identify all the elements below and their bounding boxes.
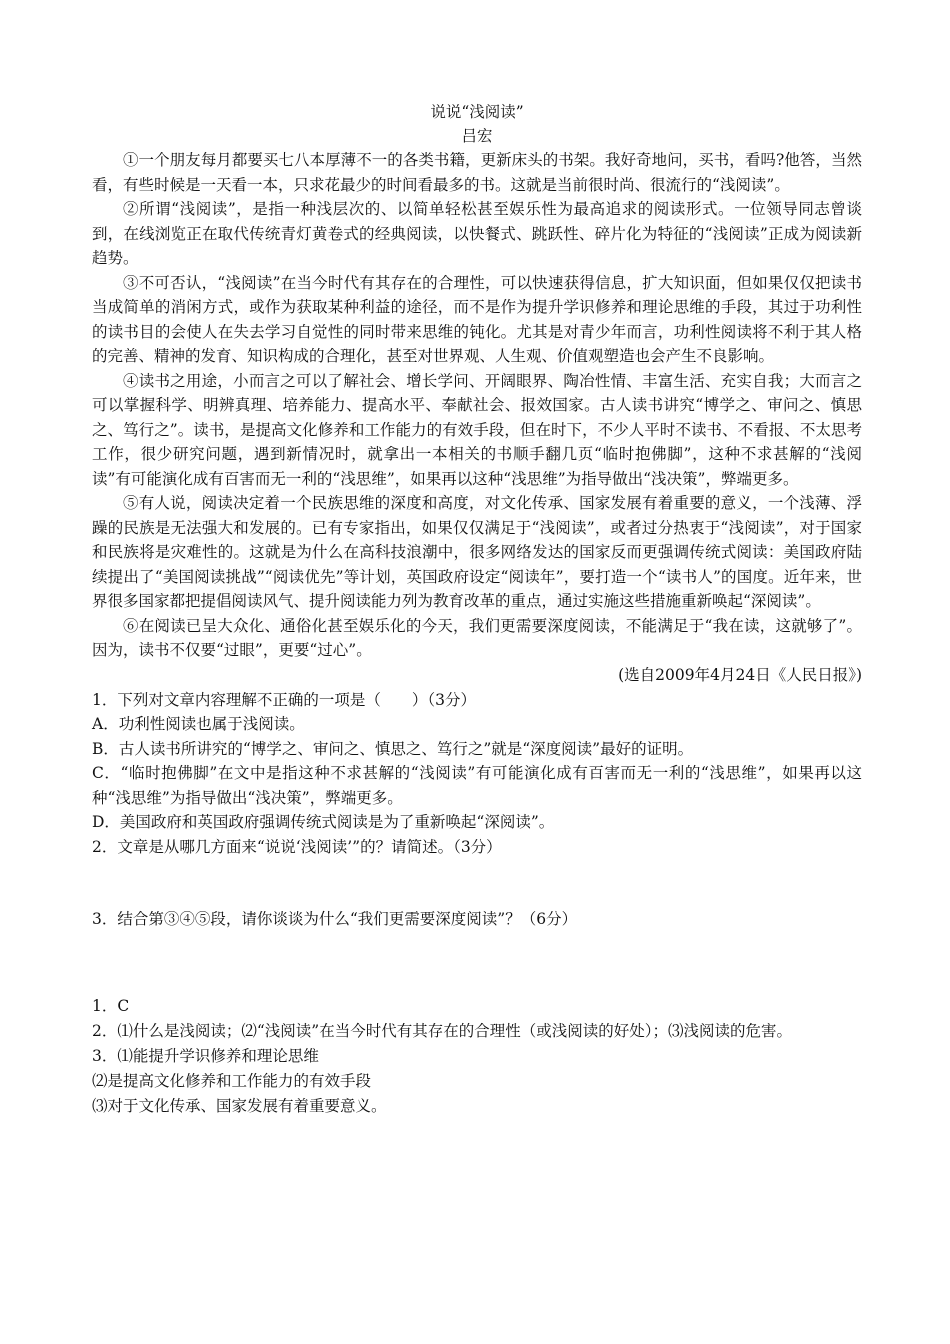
document-body: [92, 100, 862, 1119]
paragraph-3: ③不可否认，“浅阅读”在当今时代有其存在的合理性，可以快速获得信息，扩大知识面，但如果仅仅把读书当成简单的消闲方式，或作为获取某种利益的途径，而不是作为提升学识修养和理论思维的手段，其过于功利性的读书目的会使人在失去学习自觉性的同时带来思维的钝化。尤其是对青少年而言，功利性阅读将不利于其人格的完善、精神的发育、知识构成的合理化，甚至对世界观、人生观、价值观塑造也会产生不良影响。: [92, 273, 862, 365]
answer-3-line-1: 3．⑴能提升学识修养和理论思维: [92, 1046, 319, 1065]
answer-2: 2．⑴什么是浅阅读；⑵“浅阅读”在当今时代有其存在的合理性（或浅阅读的好处）；⑶浅阅读的危害。: [92, 1021, 792, 1040]
question-1-option-b: B．古人读书所讲究的“博学之、审问之、慎思之、笃行之”就是“深度阅读”最好的证明。: [92, 739, 694, 758]
answer-1: 1．C: [92, 996, 130, 1015]
paragraph-5: ⑤有人说，阅读决定着一个民族思维的深度和高度，对文化传承、国家发展有着重要的意义，一个浅薄、浮躁的民族是无法强大和发展的。已有专家指出，如果仅仅满足于“浅阅读”，或者过分热衷于“浅阅读”，对于国家和民族将是灾难性的。这就是为什么在高科技浪潮中，很多网络发达的国家反而更强调传统式阅读：美国政府陆续提出了“美国阅读挑战”“阅读优先”等计划，英国政府设定“阅读年”，要打造一个“读书人”的国度。近年来，世界很多国家都把提倡阅读风气、提升阅读能力列为教育改革的重点，通过实施这些措施重新唤起“深阅读”。: [92, 494, 862, 610]
answer-3-line-2: ⑵是提高文化修养和工作能力的有效手段: [92, 1071, 372, 1090]
question-1: 1．下列对文章内容理解不正确的一项是（ ）（3分）: [92, 690, 476, 709]
question-1-option-d: D．美国政府和英国政府强调传统式阅读是为了重新唤起“深阅读”。: [92, 813, 555, 831]
paragraph-1: ①一个朋友每月都要买七八本厚薄不一的各类书籍，更新床头的书架。我好奇地问，买书，看吗?他答，当然看，有些时候是一天看一本，只求花最少的时间看最多的书。这就是当前很时尚、很流行的“浅阅读”。: [92, 151, 862, 194]
article-author: 吕宏: [461, 127, 493, 145]
answer-section: [92, 994, 862, 1119]
answer-3-line-3: ⑶对于文化传承、国家发展有着重要意义。: [92, 1096, 387, 1115]
question-1-option-c: C．“临时抱佛脚”在文中是指这种不求甚解的“浅阅读”有可能演化成有百害而无一利的“浅思维”，如果再以这种“浅思维”为指导做出“浅决策”，弊端更多。: [92, 764, 862, 807]
question-3: 3．结合第③④⑤段，请你谈谈为什么“我们更需要深度阅读”？（6分）: [92, 910, 578, 928]
question-1-option-a: A．功利性阅读也属于浅阅读。: [92, 715, 305, 733]
paragraph-2: ②所谓“浅阅读”，是指一种浅层次的、以简单轻松甚至娱乐性为最高追求的阅读形式。一位领导同志曾谈到，在线浏览正在取代传统青灯黄卷式的经典阅读，以快餐式、跳跃性、碎片化为特征的“浅阅读”正成为阅读新趋势。: [92, 200, 862, 267]
article-title: 说说“浅阅读”: [430, 103, 524, 121]
paragraph-4: ④读书之用途，小而言之可以了解社会、增长学问、开阔眼界、陶冶性情、丰富生活、充实自我；大而言之可以掌握科学、明辨真理、培养能力、提高水平、奉献社会、报效国家。古人读书讲究“博学之、审问之、慎思之、笃行之”。读书，是提高文化修养和工作能力的有效手段，但在时下，不少人平时不读书、不看报、不太思考工作，很少研究问题，遇到新情况时，就拿出一本相关的书顺手翻几页“临时抱佛脚”，这种不求甚解的“浅阅读”有可能演化成有百害而无一利的“浅思维”，如果再以这种“浅思维”为指导做出“浅决策”，弊端更多。: [92, 371, 862, 488]
question-2: 2．文章是从哪几方面来“说说‘浅阅读’”的？请简述。（3分）: [92, 837, 502, 856]
paragraph-6: ⑥在阅读已呈大众化、通俗化甚至娱乐化的今天，我们更需要深度阅读，不能满足于“我在读，这就够了”。因为，读书不仅要“过眼”，更要“过心”。: [92, 616, 862, 659]
article-source: (选自2009年4月24日《人民日报》): [618, 665, 862, 684]
